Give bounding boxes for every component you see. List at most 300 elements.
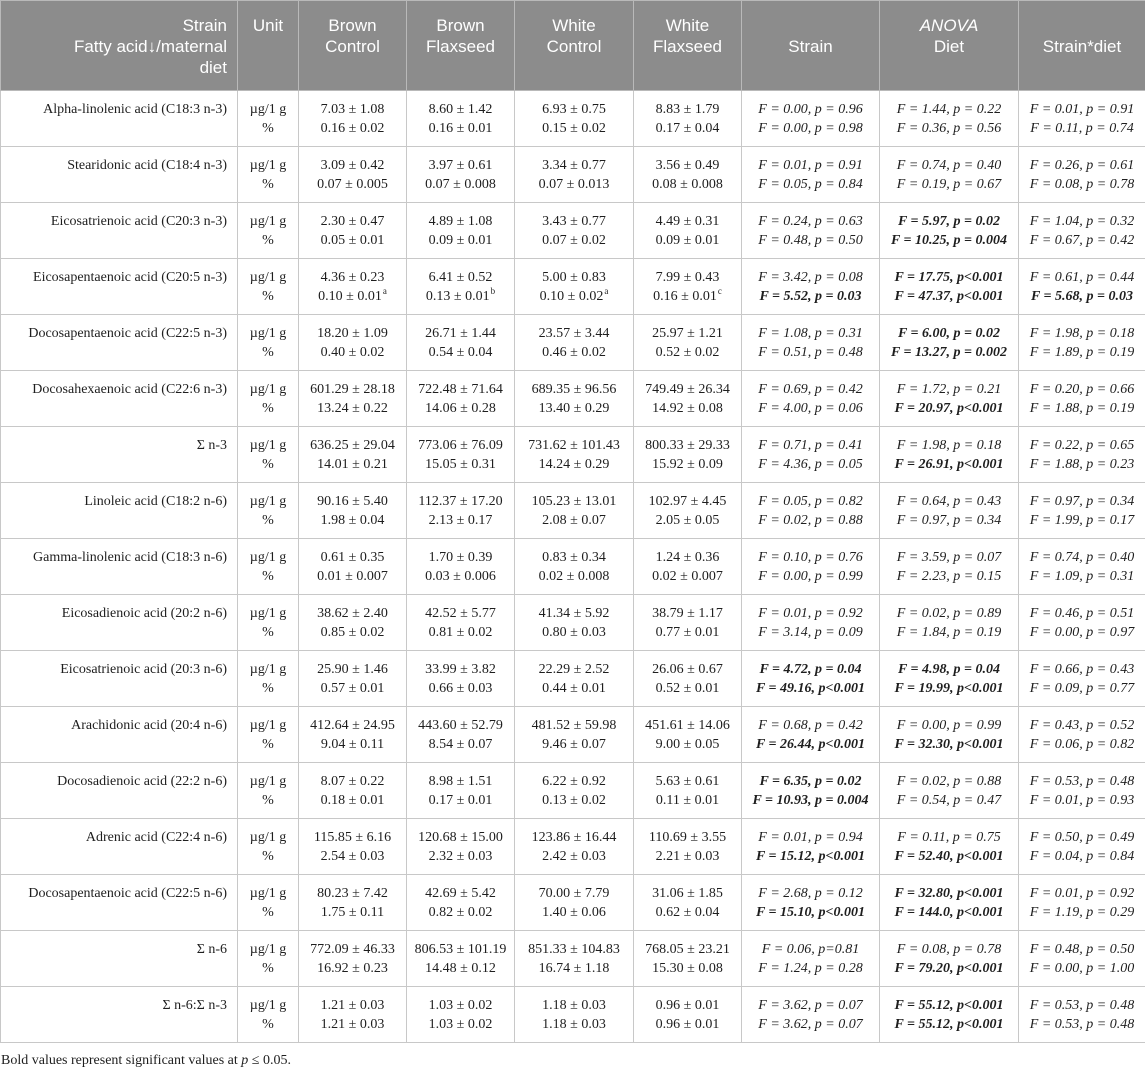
mean-sd-value: 8.98 ± 1.51 bbox=[428, 774, 493, 789]
strain-anova-result bbox=[742, 259, 880, 315]
mean-sd-value: 41.34 ± 5.92 bbox=[538, 606, 610, 621]
value-line bbox=[302, 884, 403, 903]
anova-line: F = 0.01, p = 0.92 bbox=[1029, 886, 1135, 901]
mean-sd-value: 5.63 ± 0.61 bbox=[655, 774, 720, 789]
mean-sd-value: 768.05 ± 23.21 bbox=[645, 942, 730, 957]
value-line bbox=[518, 884, 630, 903]
anova-line: F = 0.51, p = 0.48 bbox=[758, 345, 863, 360]
value-line bbox=[518, 679, 630, 698]
unit-cell bbox=[238, 875, 299, 931]
value-line bbox=[410, 212, 511, 231]
value-line bbox=[637, 455, 738, 474]
value-line bbox=[637, 903, 738, 922]
diet-anova-result bbox=[880, 651, 1019, 707]
unit-cell bbox=[238, 763, 299, 819]
white-flaxseed-value bbox=[634, 763, 742, 819]
strain-anova-result bbox=[742, 91, 880, 147]
anova-line: F = 3.14, p = 0.09 bbox=[758, 625, 863, 640]
unit-cell bbox=[238, 987, 299, 1043]
value-line bbox=[410, 492, 511, 511]
value-line bbox=[410, 959, 511, 978]
anova-line: F = 4.98, p = 0.04 bbox=[897, 662, 1001, 677]
brown-flaxseed-value bbox=[407, 987, 515, 1043]
value-line bbox=[302, 399, 403, 418]
unit-label: µg/1 g bbox=[249, 214, 287, 229]
anova-line: F = 1.04, p = 0.32 bbox=[1029, 214, 1135, 229]
white-flaxseed-value bbox=[634, 203, 742, 259]
anova-line: F = 0.22, p = 0.65 bbox=[1029, 438, 1135, 453]
diet-anova-result bbox=[880, 315, 1019, 371]
mean-sd-value: 38.79 ± 1.17 bbox=[652, 606, 723, 621]
anova-line: F = 6.00, p = 0.02 bbox=[897, 326, 1001, 341]
unit-cell bbox=[238, 595, 299, 651]
white-flaxseed-value bbox=[634, 91, 742, 147]
anova-line: F = 1.24, p = 0.28 bbox=[758, 961, 863, 976]
anova-line: F = 144.0, p<0.001 bbox=[894, 905, 1004, 920]
strain-anova-result bbox=[742, 203, 880, 259]
mean-sd-value: 731.62 ± 101.43 bbox=[528, 438, 620, 453]
white-flaxseed-value bbox=[634, 595, 742, 651]
strain-diet-anova-result bbox=[1019, 987, 1145, 1043]
fatty-acid-name: Σ n-6 bbox=[1, 931, 238, 987]
anova-line: F = 0.54, p = 0.47 bbox=[896, 793, 1002, 808]
mean-sd-value: 0.11 ± 0.01 bbox=[655, 793, 720, 808]
table-row bbox=[1, 931, 1145, 987]
footnote-threshold: ≤ 0.05. bbox=[248, 1053, 291, 1068]
unit-label: µg/1 g bbox=[249, 270, 287, 285]
strain-anova-result bbox=[742, 315, 880, 371]
value-line bbox=[637, 119, 738, 138]
white-control-value bbox=[515, 147, 634, 203]
mean-sd-value: 773.06 ± 76.09 bbox=[418, 438, 503, 453]
diet-effect-label: Diet bbox=[933, 37, 965, 56]
anova-line: F = 0.64, p = 0.43 bbox=[896, 494, 1002, 509]
value-line bbox=[637, 660, 738, 679]
value-line bbox=[302, 679, 403, 698]
fatty-acid-name: Docosapentaenoic acid (C22:5 n-6) bbox=[1, 875, 238, 931]
anova-line: F = 79.20, p<0.001 bbox=[894, 961, 1004, 976]
value-line bbox=[410, 884, 511, 903]
diet-anova-result bbox=[880, 371, 1019, 427]
value-line bbox=[637, 511, 738, 530]
anova-line: F = 32.80, p<0.001 bbox=[894, 886, 1004, 901]
group-strain-label: Brown bbox=[328, 16, 377, 35]
mean-sd-value: 8.07 ± 0.22 bbox=[320, 774, 385, 789]
diet-effect-column-header bbox=[880, 1, 1019, 91]
mean-sd-value: 4.36 ± 0.23 bbox=[320, 270, 385, 285]
brown-control-value bbox=[299, 315, 407, 371]
value-line bbox=[410, 735, 511, 754]
mean-sd-value: 22.29 ± 2.52 bbox=[538, 662, 610, 677]
mean-sd-value: 13.40 ± 0.29 bbox=[538, 401, 610, 416]
anova-line: F = 1.88, p = 0.23 bbox=[1029, 457, 1135, 472]
anova-label: ANOVA bbox=[919, 16, 979, 35]
brown-flaxseed-value bbox=[407, 875, 515, 931]
anova-line: F = 26.91, p<0.001 bbox=[894, 457, 1004, 472]
value-line bbox=[302, 940, 403, 959]
diet-anova-result bbox=[880, 203, 1019, 259]
unit-label: % bbox=[262, 121, 274, 136]
unit-label: % bbox=[262, 401, 274, 416]
anova-line: F = 0.11, p = 0.75 bbox=[897, 830, 1001, 845]
mean-sd-value: 0.40 ± 0.02 bbox=[320, 345, 385, 360]
value-line bbox=[637, 716, 738, 735]
diet-anova-result bbox=[880, 875, 1019, 931]
mean-sd-value: 1.21 ± 0.03 bbox=[320, 998, 385, 1013]
unit-label: µg/1 g bbox=[249, 718, 287, 733]
value-line bbox=[518, 175, 630, 194]
value-line bbox=[518, 119, 630, 138]
value-line bbox=[518, 996, 630, 1015]
anova-line: F = 19.99, p<0.001 bbox=[894, 681, 1004, 696]
anova-line: F = 5.52, p = 0.03 bbox=[759, 289, 862, 304]
table-row bbox=[1, 203, 1145, 259]
group-diet-label: Flaxseed bbox=[653, 37, 722, 56]
strain-effect-label: Strain bbox=[788, 37, 833, 56]
value-line bbox=[637, 324, 738, 343]
mean-sd-value: 33.99 ± 3.82 bbox=[425, 662, 496, 677]
mean-sd-value: 26.71 ± 1.44 bbox=[425, 326, 496, 341]
strain-anova-result bbox=[742, 483, 880, 539]
anova-line: F = 0.48, p = 0.50 bbox=[1029, 942, 1135, 957]
fatty-acid-name: Stearidonic acid (C18:4 n-3) bbox=[1, 147, 238, 203]
anova-line: F = 3.62, p = 0.07 bbox=[758, 1017, 863, 1032]
white-control-value bbox=[515, 259, 634, 315]
value-line bbox=[410, 660, 511, 679]
strain-diet-anova-result bbox=[1019, 315, 1145, 371]
anova-line: F = 0.66, p = 0.43 bbox=[1029, 662, 1135, 677]
value-line bbox=[302, 996, 403, 1015]
mean-sd-value: 0.77 ± 0.01 bbox=[655, 625, 720, 640]
anova-line: F = 15.12, p<0.001 bbox=[755, 849, 866, 864]
fatty-acid-column-header bbox=[1, 1, 238, 91]
value-line bbox=[410, 548, 511, 567]
anova-line: F = 0.68, p = 0.42 bbox=[758, 718, 863, 733]
value-line bbox=[302, 492, 403, 511]
strain-diet-anova-result bbox=[1019, 539, 1145, 595]
value-line bbox=[302, 1015, 403, 1034]
anova-line: F = 0.36, p = 0.56 bbox=[896, 121, 1002, 136]
value-line bbox=[302, 772, 403, 791]
mean-sd-value: 0.52 ± 0.01 bbox=[655, 681, 720, 696]
table-row bbox=[1, 91, 1145, 147]
unit-column-header bbox=[238, 1, 299, 91]
value-line bbox=[410, 399, 511, 418]
brown-flaxseed-value bbox=[407, 595, 515, 651]
mean-sd-value: 2.13 ± 0.17 bbox=[428, 513, 493, 528]
anova-line: F = 0.19, p = 0.67 bbox=[896, 177, 1002, 192]
mean-sd-value: 0.54 ± 0.04 bbox=[428, 345, 493, 360]
anova-line: F = 0.02, p = 0.88 bbox=[758, 513, 863, 528]
value-line bbox=[302, 436, 403, 455]
mean-sd-value: 2.30 ± 0.47 bbox=[320, 214, 385, 229]
value-line bbox=[637, 436, 738, 455]
mean-sd-value: 8.60 ± 1.42 bbox=[428, 102, 493, 117]
mean-sd-value: 120.68 ± 15.00 bbox=[418, 830, 503, 845]
value-line bbox=[637, 231, 738, 250]
brown-control-value bbox=[299, 707, 407, 763]
significance-letter: a bbox=[382, 286, 387, 297]
anova-line: F = 0.00, p = 0.99 bbox=[758, 569, 863, 584]
value-line bbox=[410, 903, 511, 922]
anova-line: F = 0.01, p = 0.91 bbox=[1029, 102, 1135, 117]
mean-sd-value: 1.18 ± 0.03 bbox=[542, 1017, 606, 1032]
value-line bbox=[518, 399, 630, 418]
table-row bbox=[1, 147, 1145, 203]
strain-diet-anova-result bbox=[1019, 427, 1145, 483]
white-control-value bbox=[515, 371, 634, 427]
anova-line: F = 0.00, p = 0.98 bbox=[758, 121, 863, 136]
fatty-acid-name: Arachidonic acid (20:4 n-6) bbox=[1, 707, 238, 763]
table-row bbox=[1, 427, 1145, 483]
mean-sd-value: 2.05 ± 0.05 bbox=[655, 513, 720, 528]
mean-sd-value: 0.02 ± 0.007 bbox=[652, 569, 723, 584]
anova-line: F = 17.75, p<0.001 bbox=[894, 270, 1004, 285]
strain-effect-column-header bbox=[742, 1, 880, 91]
brown-control-value bbox=[299, 931, 407, 987]
brown-flaxseed-value bbox=[407, 147, 515, 203]
anova-line: F = 0.43, p = 0.52 bbox=[1029, 718, 1135, 733]
unit-label: µg/1 g bbox=[249, 438, 287, 453]
white-control-value bbox=[515, 315, 634, 371]
anova-line: F = 0.08, p = 0.78 bbox=[896, 942, 1002, 957]
brown-control-value bbox=[299, 595, 407, 651]
mean-sd-value: 90.16 ± 5.40 bbox=[317, 494, 388, 509]
fatty-acid-name: Σ n-6:Σ n-3 bbox=[1, 987, 238, 1043]
value-line bbox=[637, 287, 738, 306]
mean-sd-value: 105.23 ± 13.01 bbox=[531, 494, 617, 509]
anova-line: F = 0.48, p = 0.50 bbox=[758, 233, 863, 248]
mean-sd-value: 16.92 ± 0.23 bbox=[317, 961, 388, 976]
unit-label: % bbox=[262, 849, 274, 864]
mean-sd-value: 0.03 ± 0.006 bbox=[425, 569, 496, 584]
mean-sd-value: 14.01 ± 0.21 bbox=[317, 457, 388, 472]
white-flaxseed-value bbox=[634, 427, 742, 483]
value-line bbox=[410, 231, 511, 250]
value-line bbox=[410, 772, 511, 791]
mean-sd-value: 0.07 ± 0.02 bbox=[542, 233, 606, 248]
anova-line: F = 0.01, p = 0.92 bbox=[758, 606, 863, 621]
unit-label: µg/1 g bbox=[249, 830, 287, 845]
unit-cell bbox=[238, 203, 299, 259]
mean-sd-value: 0.46 ± 0.02 bbox=[542, 345, 606, 360]
diet-anova-result bbox=[880, 147, 1019, 203]
value-line bbox=[518, 716, 630, 735]
fatty-acid-name: Linoleic acid (C18:2 n-6) bbox=[1, 483, 238, 539]
unit-label: % bbox=[262, 513, 274, 528]
value-line bbox=[302, 119, 403, 138]
value-line bbox=[518, 959, 630, 978]
unit-cell bbox=[238, 147, 299, 203]
strain-anova-result bbox=[742, 427, 880, 483]
diet-anova-result bbox=[880, 595, 1019, 651]
value-line bbox=[302, 287, 403, 306]
mean-sd-value: 3.56 ± 0.49 bbox=[655, 158, 720, 173]
mean-sd-value: 0.05 ± 0.01 bbox=[320, 233, 385, 248]
fatty-acid-name: Eicosadienoic acid (20:2 n-6) bbox=[1, 595, 238, 651]
value-line bbox=[518, 436, 630, 455]
unit-label: % bbox=[262, 233, 274, 248]
mean-sd-value: 1.70 ± 0.39 bbox=[428, 550, 493, 565]
value-line bbox=[518, 455, 630, 474]
mean-sd-value: 0.13 ± 0.02 bbox=[542, 793, 606, 808]
diet-anova-result bbox=[880, 427, 1019, 483]
value-line bbox=[637, 679, 738, 698]
mean-sd-value: 0.07 ± 0.008 bbox=[425, 177, 496, 192]
anova-line: F = 0.74, p = 0.40 bbox=[896, 158, 1002, 173]
mean-sd-value: 9.00 ± 0.05 bbox=[655, 737, 720, 752]
mean-sd-value: 0.17 ± 0.01 bbox=[428, 793, 493, 808]
anova-line: F = 0.05, p = 0.82 bbox=[758, 494, 863, 509]
value-line bbox=[518, 567, 630, 586]
value-line bbox=[302, 623, 403, 642]
anova-line: F = 0.61, p = 0.44 bbox=[1029, 270, 1135, 285]
diet-anova-result bbox=[880, 91, 1019, 147]
white-control-column-header bbox=[515, 1, 634, 91]
mean-sd-value: 31.06 ± 1.85 bbox=[652, 886, 723, 901]
diet-anova-result bbox=[880, 707, 1019, 763]
strain-diet-anova-result bbox=[1019, 203, 1145, 259]
value-line bbox=[518, 903, 630, 922]
mean-sd-value: 0.16 ± 0.01 bbox=[653, 289, 717, 304]
anova-line: F = 0.20, p = 0.66 bbox=[1029, 382, 1135, 397]
anova-line: F = 0.04, p = 0.84 bbox=[1029, 849, 1135, 864]
mean-sd-value: 6.22 ± 0.92 bbox=[542, 774, 606, 789]
value-line bbox=[410, 828, 511, 847]
mean-sd-value: 5.00 ± 0.83 bbox=[542, 270, 606, 285]
mean-sd-value: 6.41 ± 0.52 bbox=[428, 270, 493, 285]
mean-sd-value: 689.35 ± 96.56 bbox=[531, 382, 617, 397]
mean-sd-value: 7.99 ± 0.43 bbox=[655, 270, 720, 285]
strain-diet-anova-result bbox=[1019, 931, 1145, 987]
value-line bbox=[637, 828, 738, 847]
anova-line: F = 0.71, p = 0.41 bbox=[758, 438, 863, 453]
mean-sd-value: 80.23 ± 7.42 bbox=[317, 886, 388, 901]
white-control-value bbox=[515, 91, 634, 147]
mean-sd-value: 806.53 ± 101.19 bbox=[414, 942, 507, 957]
anova-line: F = 3.62, p = 0.07 bbox=[758, 998, 863, 1013]
value-line bbox=[518, 772, 630, 791]
value-line bbox=[518, 156, 630, 175]
fatty-acid-name: Docosahexaenoic acid (C22:6 n-3) bbox=[1, 371, 238, 427]
mean-sd-value: 0.44 ± 0.01 bbox=[542, 681, 606, 696]
mean-sd-value: 2.08 ± 0.07 bbox=[542, 513, 606, 528]
white-flaxseed-value bbox=[634, 483, 742, 539]
brown-flaxseed-value bbox=[407, 763, 515, 819]
unit-label: µg/1 g bbox=[249, 550, 287, 565]
table-row bbox=[1, 539, 1145, 595]
table-row bbox=[1, 651, 1145, 707]
fatty-acid-name: Gamma-linolenic acid (C18:3 n-6) bbox=[1, 539, 238, 595]
brown-flaxseed-value bbox=[407, 931, 515, 987]
value-line bbox=[410, 847, 511, 866]
value-line bbox=[302, 231, 403, 250]
diet-anova-result bbox=[880, 763, 1019, 819]
white-flaxseed-value bbox=[634, 987, 742, 1043]
anova-line: F = 4.72, p = 0.04 bbox=[759, 662, 862, 677]
value-line bbox=[518, 511, 630, 530]
mean-sd-value: 0.52 ± 0.02 bbox=[655, 345, 720, 360]
anova-line: F = 1.44, p = 0.22 bbox=[896, 102, 1002, 117]
value-line bbox=[637, 567, 738, 586]
brown-control-value bbox=[299, 819, 407, 875]
value-line bbox=[410, 996, 511, 1015]
header-row bbox=[1, 1, 1145, 91]
anova-line: F = 13.27, p = 0.002 bbox=[890, 345, 1008, 360]
table-row bbox=[1, 595, 1145, 651]
value-line bbox=[302, 903, 403, 922]
value-line bbox=[410, 436, 511, 455]
white-control-value bbox=[515, 539, 634, 595]
mean-sd-value: 2.32 ± 0.03 bbox=[428, 849, 493, 864]
mean-sd-value: 0.61 ± 0.35 bbox=[320, 550, 385, 565]
value-line bbox=[410, 380, 511, 399]
value-line bbox=[410, 324, 511, 343]
mean-sd-value: 112.37 ± 17.20 bbox=[418, 494, 503, 509]
mean-sd-value: 0.18 ± 0.01 bbox=[320, 793, 385, 808]
mean-sd-value: 0.07 ± 0.013 bbox=[538, 177, 610, 192]
value-line bbox=[410, 119, 511, 138]
mean-sd-value: 18.20 ± 1.09 bbox=[317, 326, 388, 341]
brown-control-value bbox=[299, 987, 407, 1043]
white-control-value bbox=[515, 595, 634, 651]
mean-sd-value: 443.60 ± 52.79 bbox=[418, 718, 503, 733]
unit-label: % bbox=[262, 961, 274, 976]
unit-label: % bbox=[262, 625, 274, 640]
anova-line: F = 0.00, p = 0.97 bbox=[1029, 625, 1135, 640]
value-line bbox=[518, 343, 630, 362]
anova-line: F = 32.30, p<0.001 bbox=[894, 737, 1004, 752]
brown-flaxseed-value bbox=[407, 259, 515, 315]
table-row bbox=[1, 987, 1145, 1043]
anova-line: F = 10.25, p = 0.004 bbox=[890, 233, 1008, 248]
white-control-value bbox=[515, 651, 634, 707]
value-line bbox=[637, 996, 738, 1015]
unit-label: µg/1 g bbox=[249, 606, 287, 621]
mean-sd-value: 0.17 ± 0.04 bbox=[655, 121, 720, 136]
brown-flaxseed-value bbox=[407, 539, 515, 595]
strain-anova-result bbox=[742, 595, 880, 651]
anova-line: F = 0.00, p = 1.00 bbox=[1029, 961, 1135, 976]
value-line bbox=[302, 847, 403, 866]
unit-label: µg/1 g bbox=[249, 326, 287, 341]
brown-control-value bbox=[299, 875, 407, 931]
mean-sd-value: 1.40 ± 0.06 bbox=[542, 905, 606, 920]
anova-line: F = 0.26, p = 0.61 bbox=[1029, 158, 1135, 173]
anova-line: F = 3.59, p = 0.07 bbox=[896, 550, 1002, 565]
brown-control-value bbox=[299, 203, 407, 259]
mean-sd-value: 2.42 ± 0.03 bbox=[542, 849, 606, 864]
table-row bbox=[1, 315, 1145, 371]
anova-line: F = 1.19, p = 0.29 bbox=[1029, 905, 1135, 920]
anova-line: F = 0.00, p = 0.96 bbox=[758, 102, 863, 117]
unit-header-label: Unit bbox=[252, 16, 284, 35]
unit-label: µg/1 g bbox=[249, 774, 287, 789]
anova-line: F = 0.08, p = 0.78 bbox=[1029, 177, 1135, 192]
value-line bbox=[302, 380, 403, 399]
strain-diet-anova-result bbox=[1019, 595, 1145, 651]
interaction-label: Strain*diet bbox=[1042, 37, 1122, 56]
mean-sd-value: 70.00 ± 7.79 bbox=[538, 886, 610, 901]
anova-line: F = 0.06, p=0.81 bbox=[761, 942, 860, 957]
value-line bbox=[637, 623, 738, 642]
fatty-acid-name: Eicosatrienoic acid (20:3 n-6) bbox=[1, 651, 238, 707]
value-line bbox=[302, 959, 403, 978]
unit-cell bbox=[238, 819, 299, 875]
anova-line: F = 52.40, p<0.001 bbox=[894, 849, 1004, 864]
table-row bbox=[1, 483, 1145, 539]
value-line bbox=[302, 455, 403, 474]
